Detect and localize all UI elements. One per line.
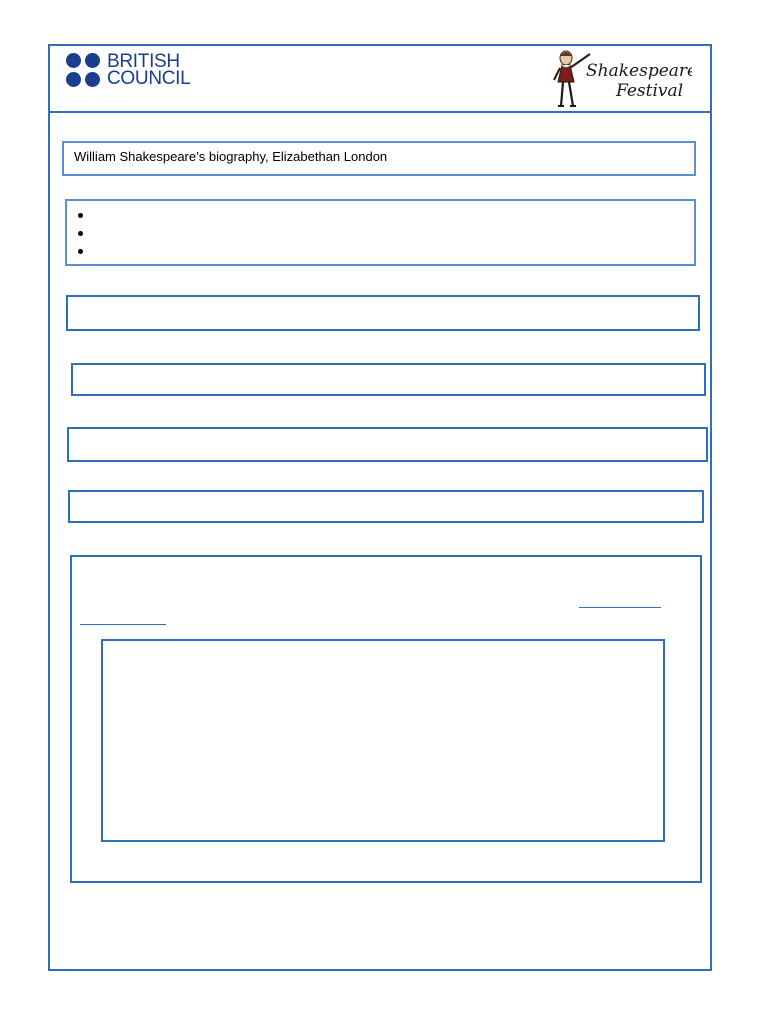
section-box — [66, 295, 700, 331]
section-box — [68, 490, 704, 523]
list-item — [77, 224, 83, 242]
topic-box — [62, 141, 696, 176]
underline-blank — [579, 607, 661, 608]
festival-title-line1: Shakespeare — [586, 61, 692, 81]
list-item — [77, 206, 83, 224]
british-council-logo — [66, 52, 190, 88]
list-item — [77, 242, 83, 260]
bullet-icon — [78, 213, 83, 218]
british-council-dots-icon — [66, 53, 100, 87]
shakespeare-figure-icon — [552, 46, 692, 110]
british-council-wordmark: BRITISH COUNCIL — [107, 51, 191, 89]
header-divider — [50, 111, 710, 113]
topic-text: William Shakespeare’s biography, Elizabethan London — [74, 149, 388, 164]
shakespeare-festival-logo — [552, 46, 692, 110]
section-box — [67, 427, 708, 462]
underline-blank — [80, 624, 166, 625]
bullet-icon — [78, 249, 83, 254]
section-box — [71, 363, 706, 396]
inner-box — [101, 639, 665, 842]
aims-list — [77, 206, 83, 260]
festival-title-line2: Festival — [616, 81, 684, 101]
bullet-icon — [78, 231, 83, 236]
aims-box — [65, 199, 696, 266]
